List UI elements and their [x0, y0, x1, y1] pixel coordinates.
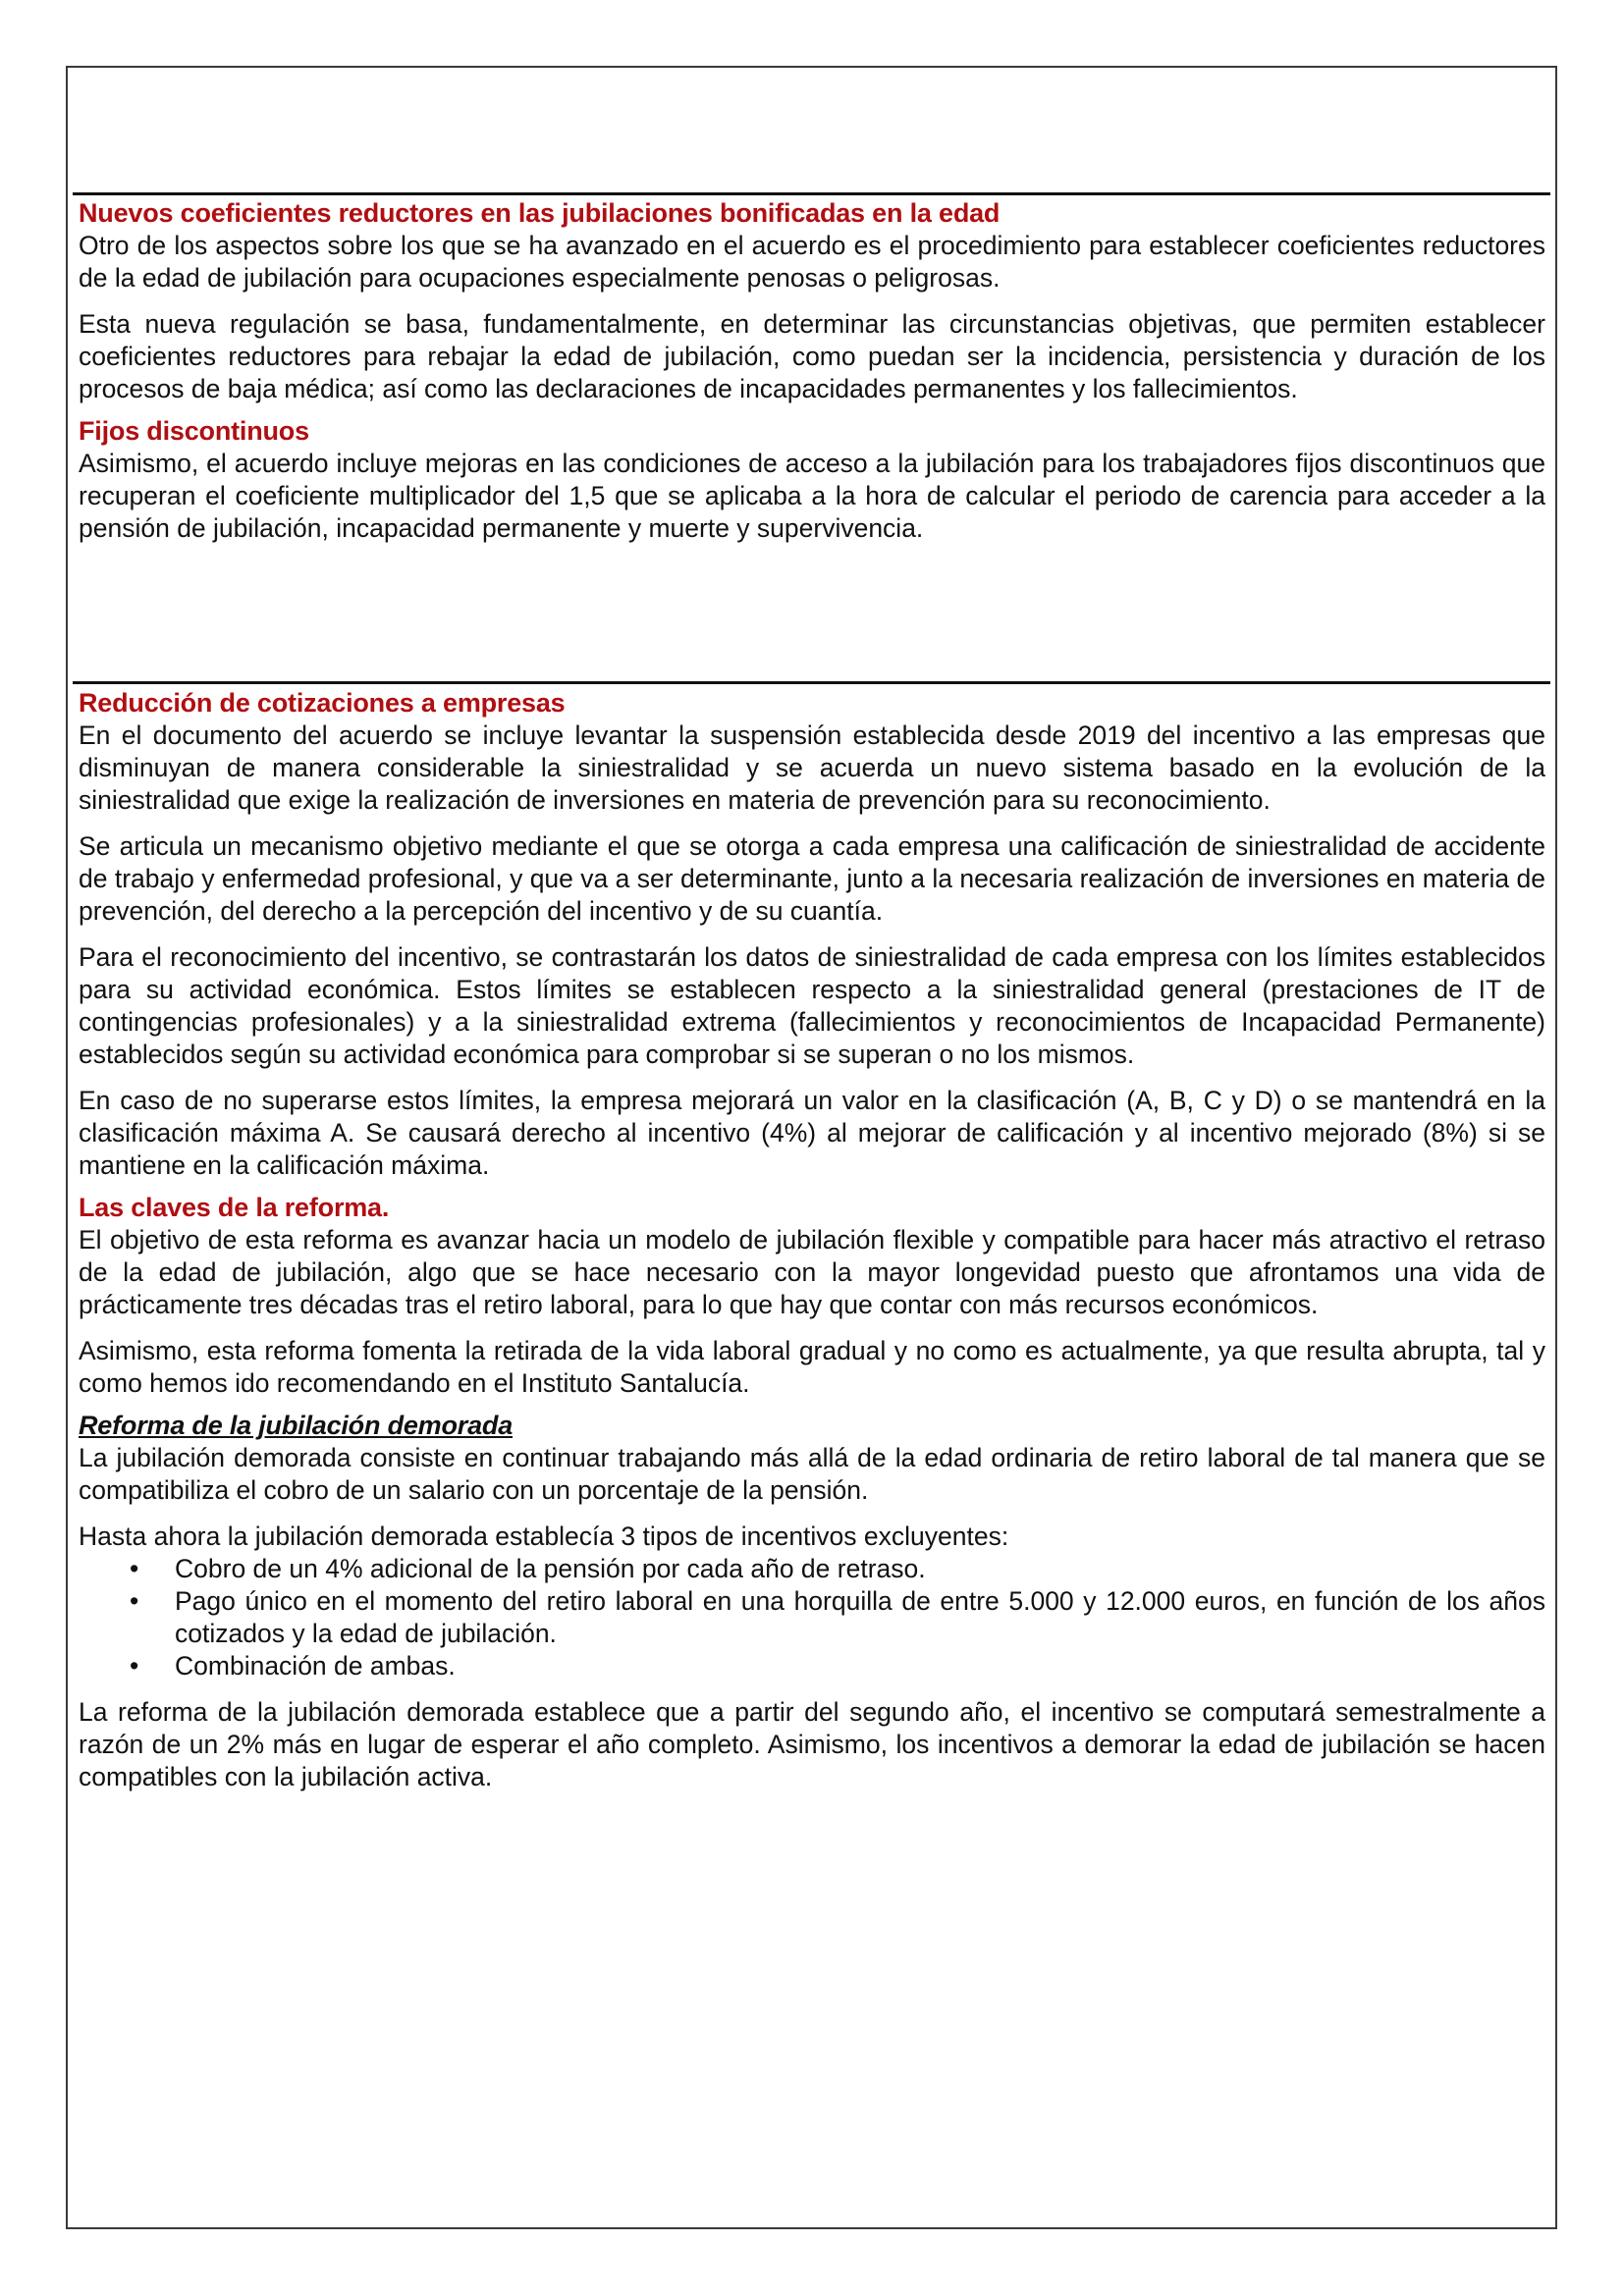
section-divider: [73, 681, 1550, 684]
paragraph: La reforma de la jubilación demorada establece que a partir del segundo año, el incentivo se computará semestralmente a razón de un 2% más en lugar de esperar el año completo. Asimismo, los incentivos a demorar la edad de jubilación se hacen compatibles con la jubilación activa.: [79, 1697, 1545, 1791]
list-item: [79, 1650, 1545, 1682]
section-reduccion: [79, 687, 1545, 1807]
bullet-icon: •: [130, 1554, 139, 1583]
section-heading: Reducción de cotizaciones a empresas: [79, 688, 566, 718]
bullet-icon: •: [130, 1651, 139, 1681]
paragraph: Asimismo, el acuerdo incluye mejoras en las condiciones de acceso a la jubilación para los trabajadores fijos discontinuos que recuperan el coeficiente multiplicador del 1,5 que se aplicaba a la hora de calcular el periodo de carencia para acceder a la pensión de jubilación, incapacidad permanente y muerte y supervivencia.: [79, 449, 1545, 543]
bullet-icon: •: [130, 1586, 139, 1616]
paragraph: Otro de los aspectos sobre los que se ha avanzado en el acuerdo es el procedimiento para establecer coeficientes reductores de la edad de jubilación para ocupaciones especialmente penosas o peligrosas.: [79, 231, 1545, 293]
section-coeficientes: [79, 197, 1545, 545]
paragraph: Hasta ahora la jubilación demorada establecía 3 tipos de incentivos excluyentes:: [79, 1522, 1009, 1551]
paragraph: Se articula un mecanismo objetivo mediante el que se otorga a cada empresa una calificación de siniestralidad de accidente de trabajo y enfermedad profesional, y que va a ser determinante, junto a la necesaria realización de inversiones en materia de prevención, del derecho a la percepción del incentivo y de su cuantía.: [79, 831, 1545, 926]
paragraph: El objetivo de esta reforma es avanzar hacia un modelo de jubilación flexible y compatible para hacer más atractivo el retraso de la edad de jubilación, algo que se hace necesario con la mayor longevidad puesto que afrontamos una vida de prácticamente tres décadas tras el retiro laboral, para lo que hay que contar con más recursos económicos.: [79, 1225, 1545, 1319]
paragraph: Esta nueva regulación se basa, fundamentalmente, en determinar las circunstancias objetivas, que permiten establecer coeficientes reductores para rebajar la edad de jubilación, como puedan ser la incidencia, persistencia y duración de los procesos de baja médica; así como las declaraciones de incapacidades permanentes y los fallecimientos.: [79, 309, 1545, 403]
subsection-heading: Reforma de la jubilación demorada: [79, 1411, 514, 1440]
section-heading: Fijos discontinuos: [79, 416, 309, 446]
paragraph: La jubilación demorada consiste en continuar trabajando más allá de la edad ordinaria de retiro laboral de tal manera que se compatibiliza el cobro de un salario con un porcentaje de la pensión.: [79, 1443, 1545, 1505]
paragraph: En el documento del acuerdo se incluye levantar la suspensión establecida desde 2019 del incentivo a las empresas que disminuyan de manera considerable la siniestralidad y se acuerda un nuevo sistema basado en la evolución de la siniestralidad que exige la realización de inversiones en materia de prevención para su reconocimiento.: [79, 721, 1545, 815]
paragraph: En caso de no superarse estos límites, la empresa mejorará un valor en la clasificación (A, B, C y D) o se mantendrá en la clasificación máxima A. Se causará derecho al incentivo (4%) al mejorar de calificación y al incentivo mejorado (8%) si se mantiene en la calificación máxima.: [79, 1086, 1545, 1180]
paragraph: Asimismo, esta reforma fomenta la retirada de la vida laboral gradual y no como es actualmente, ya que resulta abrupta, tal y como hemos ido recomendando en el Instituto Santalucía.: [79, 1336, 1545, 1398]
section-heading: Las claves de la reforma.: [79, 1193, 390, 1222]
incentive-list: [79, 1553, 1545, 1682]
list-item: [79, 1585, 1545, 1650]
list-item-text: Cobro de un 4% adicional de la pensión por cada año de retraso.: [175, 1554, 926, 1583]
list-item: [79, 1553, 1545, 1585]
section-heading: Nuevos coeficientes reductores en las jubilaciones bonificadas en la edad: [79, 198, 1001, 228]
section-divider: [73, 192, 1550, 195]
paragraph: Para el reconocimiento del incentivo, se contrastarán los datos de siniestralidad de cada empresa con los límites establecidos para su actividad económica. Estos límites se establecen respecto a la siniestralidad general (prestaciones de IT de contingencias profesionales) y a la siniestralidad extrema (fallecimientos y reconocimientos de Incapacidad Permanente) establecidos según su actividad económica para comprobar si se superan o no los mismos.: [79, 942, 1545, 1069]
list-item-text: Pago único en el momento del retiro laboral en una horquilla de entre 5.000 y 12.000 euros, en función de los años cotizados y la edad de jubilación.: [175, 1586, 1545, 1648]
list-item-text: Combinación de ambas.: [175, 1651, 456, 1681]
